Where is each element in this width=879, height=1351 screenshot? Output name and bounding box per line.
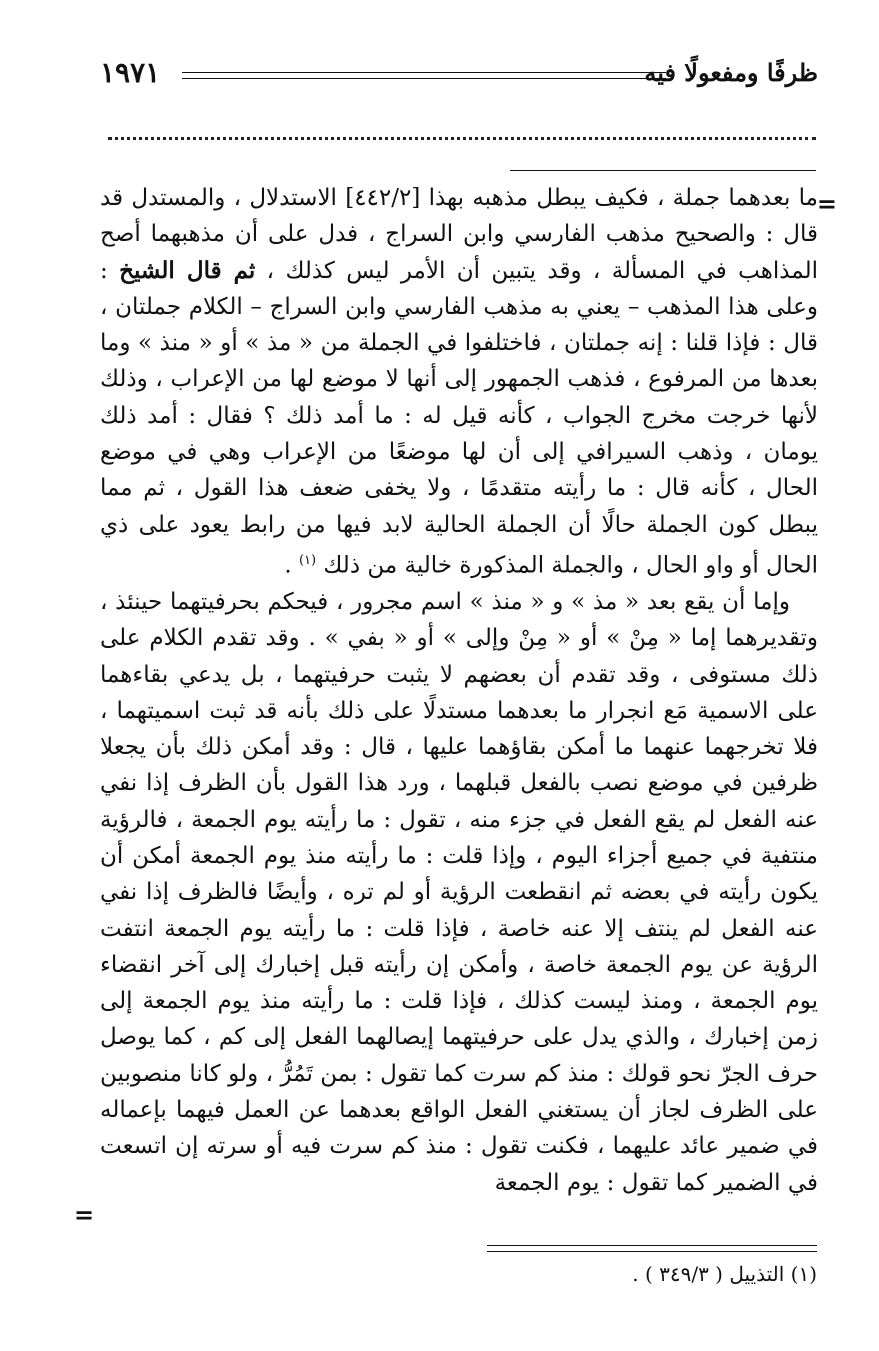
header-title: ظرفًا ومفعولًا فيه [644, 58, 818, 87]
paragraph-1: ما بعدهما جملة ، فكيف يبطل مذهبه بهذا [٤٤٢/٢] الاستدلال ، والمستدل قد قال : والصحيح مذهب الفارسي وابن السراج ، فدل على أن مذهبهما أصح المذاهب في المسألة ، وقد يتبين أن الأمر ليس كذلك ، ثم قال الشيخ : وعلى هذا المذهب – يعني به مذهب الفارسي وابن السراج – الكلام جملتان ، قال : فإذا قلنا : إنه جملتان ، فاختلفوا في الجملة من « مذ » أو « منذ » وما بعدها من المرفوع ، فذهب الجمهور إلى أنها لا موضع لها من الإعراب ، وذلك لأنها خرجت مخرج الجواب ، كأنه قيل له : ما أمد ذلك ؟ فقال : أمد ذلك يومان ، وذهب السيرافي إلى أن لها موضعًا من الإعراب وهي في موضع الحال ، كأنه قال : ما رأيته متقدمًا ، ولا يخفى ضعف هذا القول ، ثم مما يبطل كون الجملة حالًا أن الجملة الحالية لابد فيها من رابط يعود على ذي الحال أو واو الحال ، والجملة المذكورة خالية من ذلك $^{(١)}$ . [100, 185, 818, 579]
continuation-mark-start: = [816, 189, 837, 218]
page-number: ١٩٧١ [100, 56, 161, 89]
paragraph-2: وإما أن يقع بعد « مذ » و « منذ » اسم مجرور ، فيحكم بحرفيتهما حينئذ ، وتقديرهما إما « مِنْ » أو « مِنْ وإلى » أو « بفي » . وقد تقدم الكلام على ذلك مستوفى ، وقد تقدم أن بعضهم لا يثبت حرفيتهما ، بل يدعي بقاءهما على الاسمية مَع انجرار ما بعدهما مستدلًا على ذلك بأنه قد ثبت اسميتهما ، فلا تخرجهما عنهما ما أمكن بقاؤهما عليها ، قال : وقد أمكن ذلك بأن يجعلا ظرفين في موضع نصب بالفعل قبلهما ، ورد هذا القول بأن الظرف إذا نفي عنه الفعل لم يقع الفعل في جزء منه ، تقول : ما رأيته يوم الجمعة ، فالرؤية منتفية في جميع أجزاء اليوم ، وإذا قلت : ما رأيته منذ يوم الجمعة أمكن أن يكون رأيته في بعضه ثم انقطعت الرؤية أو لم تره ، وأيضًا فالظرف إذا نفي عنه الفعل لم ينتف إلا عنه خاصة ، فإذا قلت : ما رأيته يوم الجمعة انتفت الرؤية عن يوم الجمعة خاصة ، وأمكن إن رأيته قبل إخبارك إلى آخر انقضاء يوم الجمعة ، ومنذ ليست كذلك ، فإذا قلت : ما رأيته منذ يوم الجمعة إلى زمن إخبارك ، والذي يدل على حرفيتهما إيصالهما الفعل إلى كم ، كما يوصل حرف الجرّ نحو قولك : منذ كم سرت كما تقول : بمن تَمُرُّ ، ولو كانا منصوبين على الظرف لجاز أن يستغني الفعل الواقع بعدهما عن العمل فيهما بإعماله في ضمير عائد عليهما ، فكنت تقول : منذ كم سرت فيه أو سرته إن اتسعت في الضمير كما تقول : يوم الجمعة [100, 588, 818, 1196]
dotted-separator [108, 137, 816, 140]
header-rule [182, 72, 666, 79]
continuation-mark-end: = [74, 1200, 95, 1229]
bold-phrase: ثم قال الشيخ [119, 256, 256, 284]
main-text [100, 180, 818, 1201]
running-header [100, 58, 818, 98]
footnote-rule [487, 1245, 817, 1252]
footnote-reference: (١) [298, 552, 317, 568]
footnote: (١) التذييل ( ٣٤٩/٣ ) . [632, 1262, 817, 1286]
top-footnote-continuation-rule [510, 170, 816, 171]
